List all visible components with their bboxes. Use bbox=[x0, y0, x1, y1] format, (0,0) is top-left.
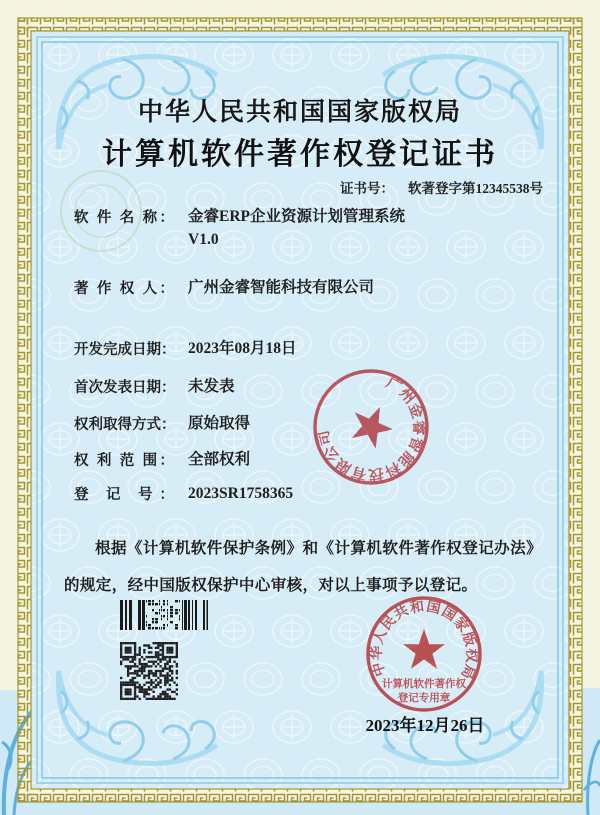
field-software-name bbox=[74, 205, 405, 251]
field-label: 开发完成日期： bbox=[74, 342, 176, 358]
company-seal bbox=[291, 347, 451, 507]
field-value bbox=[188, 205, 405, 251]
field-first-publication bbox=[74, 375, 235, 398]
field-label: 权利取得方式： bbox=[74, 417, 176, 433]
field-label: 登 记 号： bbox=[74, 487, 174, 503]
svg-text:广州金睿智能科技有限公司 bbox=[305, 364, 451, 507]
field-value: 未发表 bbox=[188, 378, 235, 395]
field-value: 2023年08月18日 bbox=[188, 340, 297, 357]
certificate-title: 计算机软件著作权登记证书 bbox=[102, 138, 498, 171]
company-seal-text: 广州金睿智能科技有限公司 bbox=[315, 375, 427, 483]
registration-statement: 根据《计算机软件保护条例》和《计算机软件著作权登记办法》的规定，经中国版权保护中心审核，对以上事项予以登记。 bbox=[64, 539, 542, 594]
software-version: V1.0 bbox=[188, 231, 219, 248]
issue-date: 2023年12月26日 bbox=[365, 716, 485, 735]
authority-seal-line1: 计算机软件著作权 bbox=[382, 679, 466, 690]
field-value: 原始取得 bbox=[188, 415, 251, 432]
field-value: 全部权利 bbox=[188, 451, 251, 468]
field-value: 广州金睿智能科技有限公司 bbox=[188, 279, 375, 296]
field-label: 软 件 名 称： bbox=[74, 210, 174, 226]
field-copyright-owner bbox=[74, 276, 374, 299]
authority-seal-line2: 登记专用章 bbox=[397, 693, 451, 704]
authority-seal-ring-text: 中华人民共和国国家版权局 bbox=[369, 599, 479, 682]
field-label: 著 作 权 人： bbox=[74, 281, 174, 297]
field-label: 首次发表日期： bbox=[74, 380, 176, 396]
star-icon bbox=[345, 398, 399, 451]
qr-code bbox=[120, 642, 178, 700]
field-acquisition-method bbox=[74, 412, 250, 435]
star-icon bbox=[403, 629, 445, 669]
field-rights-scope bbox=[74, 448, 250, 471]
certificate-number-line bbox=[340, 177, 543, 197]
certificate-number-value: 软著登字第12345538号 bbox=[408, 181, 543, 196]
field-value: 2023SR1758365 bbox=[188, 485, 294, 502]
field-registration-number bbox=[74, 482, 293, 505]
field-label: 权 利 范 围： bbox=[74, 453, 174, 469]
certificate-number-label: 证书号： bbox=[340, 181, 394, 196]
authority-title: 中华人民共和国国家版权局 bbox=[137, 99, 462, 126]
barcode bbox=[120, 600, 208, 630]
field-completion-date bbox=[74, 337, 297, 360]
software-name: 金睿ERP企业资源计划管理系统 bbox=[188, 208, 406, 225]
